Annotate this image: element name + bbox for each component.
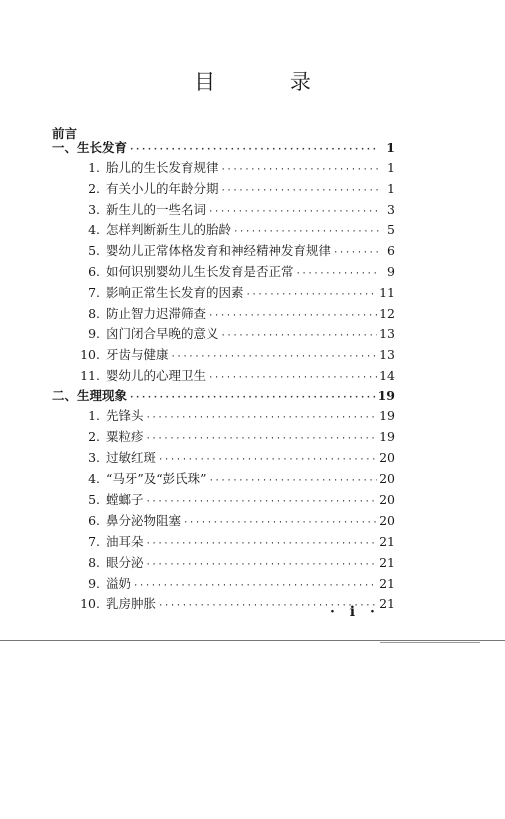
entry-number: 9.: [88, 326, 100, 341]
page-number: 20: [379, 471, 395, 486]
entry-label: “马牙”及“彭氏珠”: [106, 471, 207, 486]
page-number: 14: [379, 368, 395, 383]
toc-entry: [80, 324, 395, 344]
dot-leader: [129, 145, 379, 155]
page-number: 20: [379, 492, 395, 507]
toc-entry: [80, 304, 395, 324]
page-number: 9: [387, 264, 395, 279]
toc-entry: [80, 283, 395, 303]
toc-section-1: [52, 138, 395, 158]
entry-number: 6.: [88, 264, 100, 279]
page-number: 3: [387, 202, 395, 217]
entry-label: 牙齿与健康: [106, 347, 169, 362]
entry-number: 4.: [88, 222, 100, 237]
page-number: 13: [379, 347, 395, 362]
page-number: 19: [377, 388, 395, 403]
entry-label: 过敏红斑: [106, 450, 157, 465]
toc-entry: [80, 574, 395, 594]
dot-leader: [146, 497, 378, 507]
entry-number: 1.: [88, 160, 100, 175]
dot-leader: [183, 518, 377, 528]
entry-label: 鼻分泌物阻塞: [106, 513, 182, 528]
entry-number: 6.: [88, 513, 100, 528]
dot-leader: [221, 165, 379, 175]
dot-leader: [246, 290, 378, 300]
entry-number: 5.: [88, 243, 100, 258]
toc-entry: [80, 200, 395, 220]
entry-number: 3.: [88, 450, 100, 465]
entry-label: 婴幼儿的心理卫生: [106, 368, 207, 383]
toc-entry: [80, 158, 395, 178]
entry-label: 乳房肿胀: [106, 596, 157, 611]
entry-label: 新生儿的一些名词: [106, 202, 207, 217]
page-number: 1: [387, 160, 395, 175]
entry-label: 先锋头: [106, 408, 144, 423]
entry-number: 2.: [88, 181, 100, 196]
entry-label: 螳螂子: [106, 492, 144, 507]
toc-entry: [80, 262, 395, 282]
page-title: 目 录: [194, 70, 345, 94]
toc-entry: [80, 366, 395, 386]
page-number: 12: [379, 306, 395, 321]
entry-number: 9.: [88, 576, 100, 591]
page-number: 21: [379, 576, 395, 591]
dot-leader: [208, 311, 377, 321]
entry-number: 10.: [80, 596, 100, 611]
page-folio: · i ·: [330, 604, 380, 620]
toc-entry: [80, 511, 395, 531]
page-edge-line: [0, 640, 505, 641]
dot-leader: [233, 227, 379, 237]
entry-label: 囟门闭合早晚的意义: [106, 326, 219, 341]
dot-leader: [333, 248, 379, 258]
toc-entry: [80, 532, 395, 552]
entry-label: 如何识别婴幼儿生长发育是否正常: [106, 264, 294, 279]
dot-leader: [296, 269, 379, 279]
entry-number: 11.: [80, 368, 100, 383]
entry-number: 4.: [88, 471, 100, 486]
entry-label: 溢奶: [106, 576, 132, 591]
dot-leader: [158, 455, 377, 465]
page-number: 1: [386, 140, 395, 155]
entry-label: 怎样判断新生儿的胎龄: [106, 222, 232, 237]
toc-entry: [80, 241, 395, 261]
entry-number: 8.: [88, 306, 100, 321]
toc-entry: [80, 406, 395, 426]
toc-entry: [80, 448, 395, 468]
dot-leader: [208, 373, 377, 383]
entry-label: 眼分泌: [106, 555, 144, 570]
dot-leader: [221, 186, 379, 196]
page-number: 1: [387, 181, 395, 196]
entry-label: 油耳朵: [106, 534, 144, 549]
toc-section-2: [52, 386, 395, 406]
toc-entry-preface: 前言: [52, 126, 78, 141]
entry-number: 1.: [88, 408, 100, 423]
toc-entry: [80, 345, 395, 365]
entry-number: 7.: [88, 285, 100, 300]
toc-entry: [80, 179, 395, 199]
dot-leader: [146, 560, 378, 570]
page-number: 13: [379, 326, 395, 341]
toc-entry: [80, 220, 395, 240]
page-number: 19: [379, 408, 395, 423]
section-label: 一、生长发育: [52, 140, 128, 155]
dot-leader: [146, 413, 378, 423]
page-number: 21: [379, 555, 395, 570]
page-number: 21: [379, 596, 395, 611]
entry-label: 防止智力迟滞筛查: [106, 306, 207, 321]
entry-label: 影响正常生长发育的因素: [106, 285, 244, 300]
toc-entry: [80, 469, 395, 489]
entry-label: 有关小儿的年龄分期: [106, 181, 219, 196]
page-edge-line: [380, 642, 480, 643]
page-number: 11: [379, 285, 395, 300]
entry-number: 10.: [80, 347, 100, 362]
section-label: 二、生理现象: [52, 388, 128, 403]
page-number: 21: [379, 534, 395, 549]
page-number: 20: [379, 513, 395, 528]
toc-entry: [80, 553, 395, 573]
dot-leader: [208, 207, 379, 217]
toc-entry: [80, 427, 395, 447]
entry-label: 粟粒疹: [106, 429, 144, 444]
entry-label: 胎儿的生长发育规律: [106, 160, 219, 175]
page-number: 20: [379, 450, 395, 465]
toc-entry: [80, 490, 395, 510]
dot-leader: [133, 581, 377, 591]
page-number: 6: [387, 243, 395, 258]
entry-label: 婴幼儿正常体格发育和神经精神发育规律: [106, 243, 332, 258]
dot-leader: [146, 539, 378, 549]
page-number: 19: [379, 429, 395, 444]
dot-leader: [209, 476, 378, 486]
entry-number: 7.: [88, 534, 100, 549]
dot-leader: [129, 393, 376, 403]
entry-number: 3.: [88, 202, 100, 217]
page-number: 5: [387, 222, 395, 237]
dot-leader: [171, 352, 378, 362]
entry-number: 5.: [88, 492, 100, 507]
entry-number: 2.: [88, 429, 100, 444]
dot-leader: [221, 331, 378, 341]
entry-number: 8.: [88, 555, 100, 570]
dot-leader: [146, 434, 378, 444]
